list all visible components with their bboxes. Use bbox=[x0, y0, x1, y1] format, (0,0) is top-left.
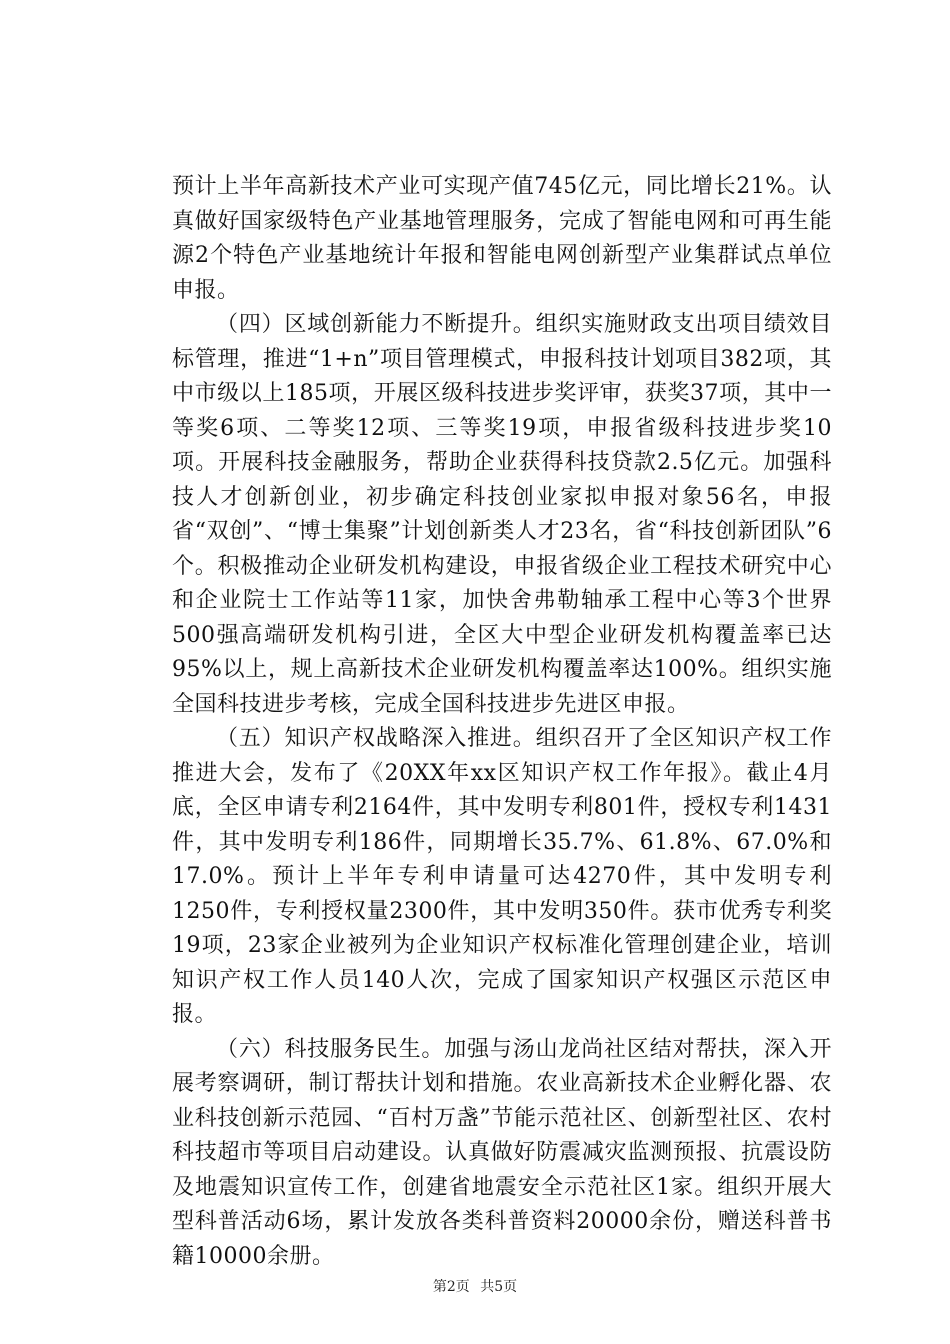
document-body bbox=[172, 170, 832, 1274]
paragraph-continued: 预计上半年高新技术产业可实现产值745亿元，同比增长21%。认真做好国家级特色产业基地管理服务，完成了智能电网和可再生能源2个特色产业基地统计年报和智能电网创新型产业集群试点单位申报。 bbox=[172, 174, 832, 303]
paragraph-section-4: （四）区域创新能力不断提升。组织实施财政支出项目绩效目标管理，推进“1+n”项目管理模式，申报科技计划项目382项，其中市级以上185项，开展区级科技进步奖评审，获奖37项，其中一等奖6项、二等奖12项、三等奖19项，申报省级科技进步奖10项。开展科技金融服务，帮助企业获得科技贷款2.5亿元。加强科技人才创新创业，初步确定科技创业家拟申报对象56名，申报省“双创”、“博士集聚”计划创新类人才23名，省“科技创新团队”6个。积极推动企业研发机构建设，申报省级企业工程技术研究中心和企业院士工作站等11家，加快舍弗勒轴承工程中心等3个世界500强高端研发机构引进，全区大中型企业研发机构覆盖率已达95%以上，规上高新技术企业研发机构覆盖率达100%。组织实施全国科技进步考核，完成全国科技进步先进区申报。 bbox=[172, 312, 832, 717]
page-total: 共5页 bbox=[480, 1279, 518, 1295]
page-number: 第2页 bbox=[432, 1279, 470, 1295]
paragraph-section-6: （六）科技服务民生。加强与汤山龙尚社区结对帮扶，深入开展考察调研，制订帮扶计划和措施。农业高新技术企业孵化器、农业科技创新示范园、“百村万盏”节能示范社区、创新型社区、农村科技超市等项目启动建设。认真做好防震减灾监测预报、抗震设防及地震知识宣传工作，创建省地震安全示范社区1家。组织开展大型科普活动6场，累计发放各类科普资料20000余份，赠送科普书籍10000余册。 bbox=[172, 1036, 832, 1269]
page-footer bbox=[0, 1276, 950, 1296]
paragraph-section-5: （五）知识产权战略深入推进。组织召开了全区知识产权工作推进大会，发布了《20XX年xx区知识产权工作年报》。截止4月底，全区申请专利2164件，其中发明专利801件，授权专利1431件，其中发明专利186件，同期增长35.7%、61.8%、67.0%和17.0%。预计上半年专利申请量可达4270件，其中发明专利1250件，专利授权量2300件，其中发明350件。获市优秀专利奖19项，23家企业被列为企业知识产权标准化管理创建企业，培训知识产权工作人员140人次，完成了国家知识产权强区示范区申报。 bbox=[172, 726, 832, 1027]
